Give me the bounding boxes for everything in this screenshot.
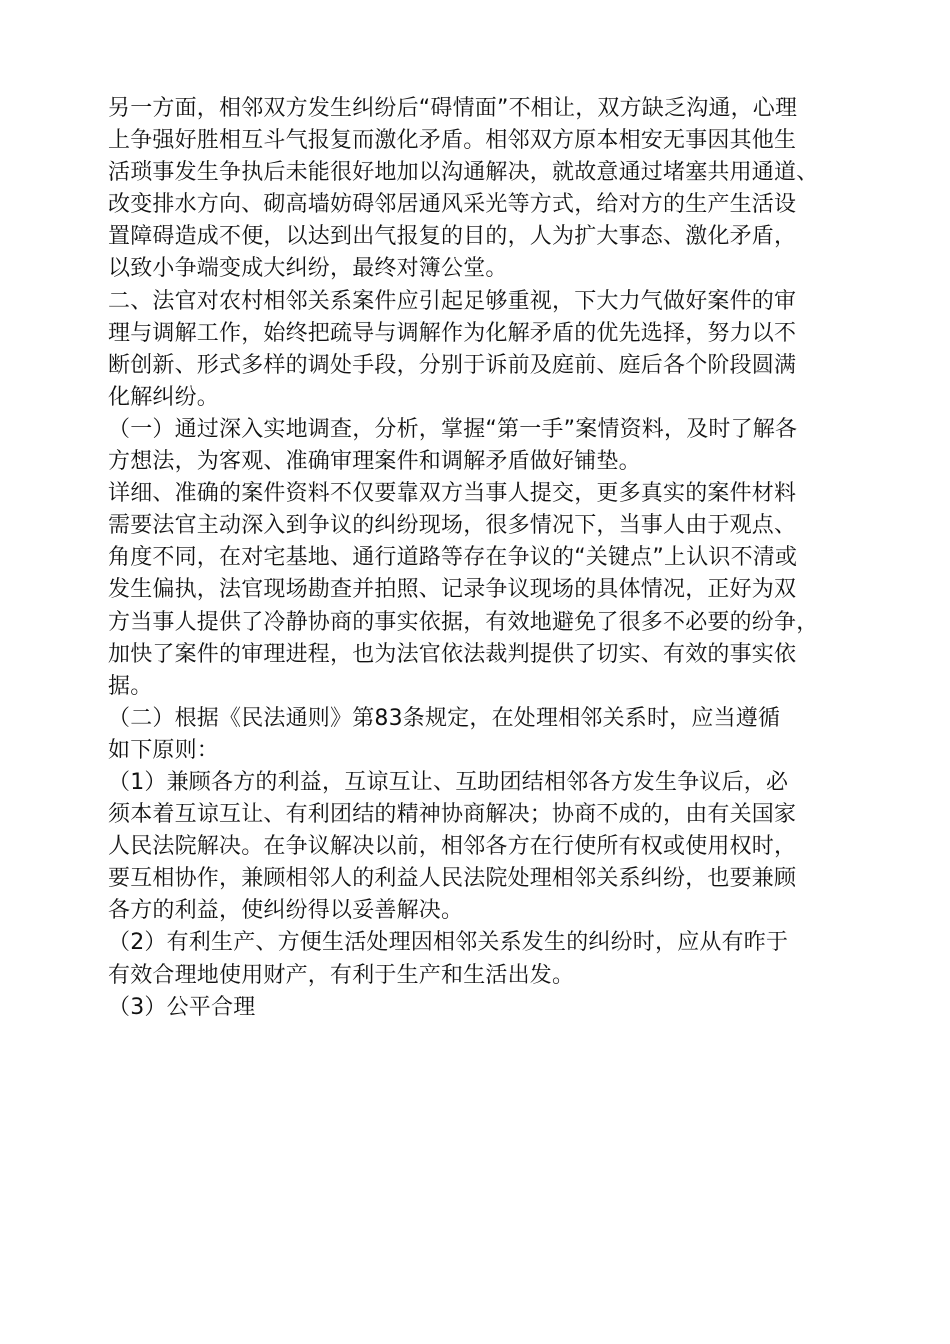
subsection-heading-line: （二）根据《民法通则》第83条规定，在处理相邻关系时，应当遵循 (108, 705, 781, 731)
text-line: 如下原则： (108, 737, 220, 763)
text-line: 详细、准确的案件资料不仅要靠双方当事人提交，更多真实的案件材料 (108, 481, 797, 507)
text-line: 上争强好胜相互斗气报复而激化矛盾。相邻双方原本相安无事因其他生 (108, 128, 797, 154)
text-line: 加快了案件的审理进程，也为法官依法裁判提供了切实、有效的事实依 (108, 641, 797, 667)
text-line: 以致小争端变成大纠纷，最终对簿公堂。 (108, 256, 508, 282)
text-line: 改变排水方向、砌高墙妨碍邻居通风采光等方式，给对方的生产生活设 (108, 192, 797, 218)
text-line: 据。 (108, 673, 153, 699)
section-heading-line: 二、法官对农村相邻关系案件应引起足够重视，下大力气做好案件的审 (108, 288, 797, 314)
text-line: 方想法，为客观、准确审理案件和调解矛盾做好铺垫。 (108, 449, 641, 475)
text-line: 人民法院解决。在争议解决以前，相邻各方在行使所有权或使用权时， (108, 834, 797, 860)
text-line: 各方的利益，使纠纷得以妥善解决。 (108, 898, 464, 924)
text-line: 断创新、形式多样的调处手段，分别于诉前及庭前、庭后各个阶段圆满 (108, 352, 797, 378)
text-line: 化解纠纷。 (108, 384, 220, 410)
subsection-heading-line: （一）通过深入实地调查，分析，掌握“第一手”案情资料，及时了解各 (108, 416, 798, 442)
list-item-line: （1）兼顾各方的利益，互谅互让、互助团结相邻各方发生争议后，必 (108, 769, 789, 795)
list-item-line: （3）公平合理 (108, 994, 256, 1020)
text-line: 要互相协作，兼顾相邻人的利益人民法院处理相邻关系纠纷，也要兼顾 (108, 866, 797, 892)
text-line: 活琐事发生争执后未能很好地加以沟通解决，就故意通过堵塞共用通道、 (108, 160, 819, 186)
document-body (108, 93, 848, 1024)
text-line: 发生偏执，法官现场勘查并拍照、记录争议现场的具体情况，正好为双 (108, 577, 797, 603)
text-line: 方当事人提供了冷静协商的事实依据，有效地避免了很多不必要的纷争， (108, 609, 819, 635)
text-line: 有效合理地使用财产，有利于生产和生活出发。 (108, 962, 575, 988)
text-line: 角度不同，在对宅基地、通行道路等存在争议的“关键点”上认识不清或 (108, 545, 798, 571)
list-item-line: （2）有利生产、方便生活处理因相邻关系发生的纠纷时，应从有昨于 (108, 930, 789, 956)
text-line: 置障碍造成不便，以达到出气报复的目的，人为扩大事态、激化矛盾， (108, 224, 797, 250)
text-line: 另一方面，相邻双方发生纠纷后“碍情面”不相让，双方缺乏沟通，心理 (108, 96, 798, 121)
text-line: 需要法官主动深入到争议的纠纷现场，很多情况下，当事人由于观点、 (108, 513, 797, 539)
text-line: 须本着互谅互让、有利团结的精神协商解决；协商不成的，由有关国家 (108, 802, 797, 828)
text-line: 理与调解工作，始终把疏导与调解作为化解矛盾的优先选择，努力以不 (108, 320, 797, 346)
